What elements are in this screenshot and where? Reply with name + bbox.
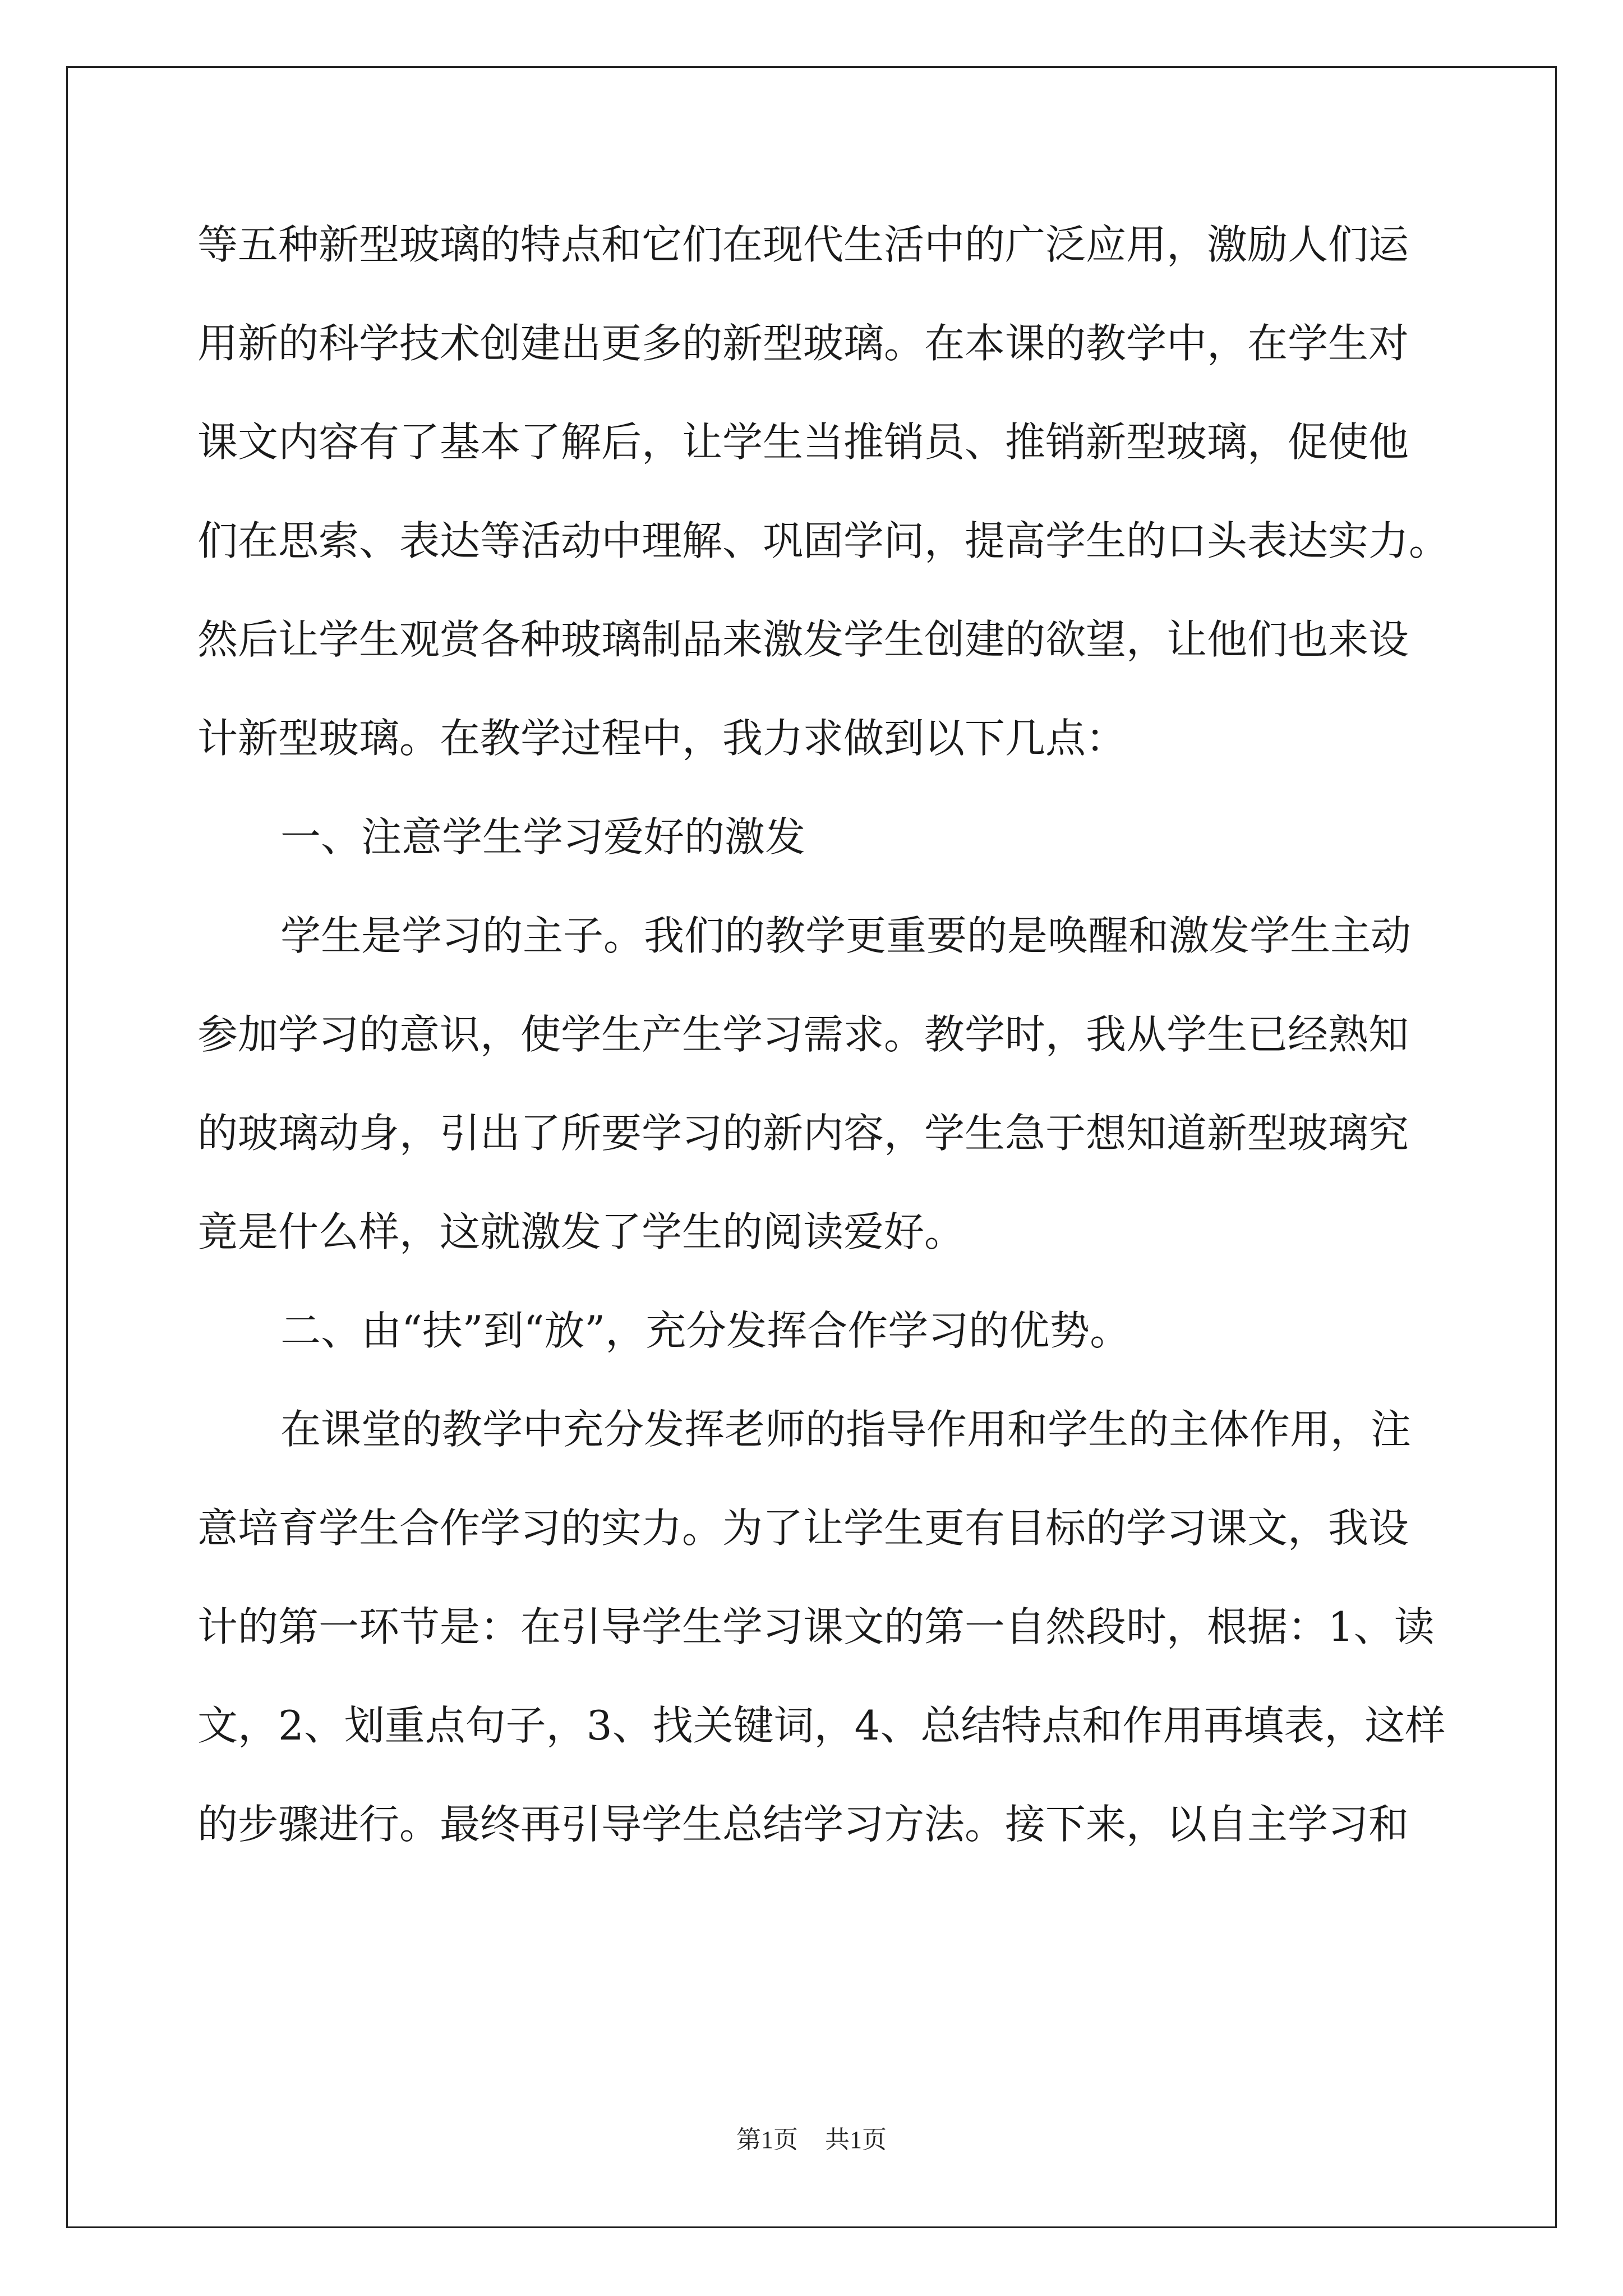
page-total: 共1页 [825,2126,887,2154]
paragraph-line: 竟是什么样，这就激发了学生的阅读爱好。 [197,1208,965,1255]
paragraph-line: 们在思索、表达等活动中理解、巩固学问，提高学生的口头表达实力。 [197,517,1450,564]
paragraph-line: 意培育学生合作学习的实力。为了让学生更有目标的学习课文，我设 [197,1504,1409,1552]
paragraph-line: 的玻璃动身，引出了所要学习的新内容，学生急于想知道新型玻璃究 [197,1110,1409,1157]
paragraph-line: 学生是学习的主子。我们的教学更重要的是唤醒和激发学生主动 [280,912,1412,959]
paragraph-line: 计的第一环节是：在引导学生学习课文的第一自然段时，根据：1、读 [197,1603,1435,1650]
paragraph-line: 课文内容有了基本了解后，让学生当推销员、推销新型玻璃，促使他 [197,418,1409,466]
document-body [197,195,1450,1874]
paragraph-line: 用新的科学技术创建出更多的新型玻璃。在本课的教学中，在学生对 [197,320,1409,367]
paragraph-line: 等五种新型玻璃的特点和它们在现代生活中的广泛应用，激励人们运 [197,221,1409,268]
paragraph-line: 在课堂的教学中充分发挥老师的指导作用和学生的主体作用，注 [280,1406,1412,1453]
paragraph-line: 然后让学生观赏各种玻璃制品来激发学生创建的欲望，让他们也来设 [197,616,1409,663]
paragraph-line: 计新型玻璃。在教学过程中，我力求做到以下几点： [197,715,1127,762]
page-number: 第1页 [736,2126,798,2154]
section-heading: 二、由“扶”到“放”，充分发挥合作学习的优势。 [280,1307,1131,1354]
paragraph-line: 的步骤进行。最终再引导学生总结学习方法。接下来，以自主学习和 [197,1801,1409,1848]
page-footer [0,2119,1623,2155]
paragraph-line: 参加学习的意识，使学生产生学习需求。教学时，我从学生已经熟知 [197,1011,1409,1058]
section-heading: 一、注意学生学习爱好的激发 [280,813,806,861]
paragraph-line: 文，2、划重点句子，3、找关键词，4、总结特点和作用再填表，这样 [197,1702,1446,1749]
